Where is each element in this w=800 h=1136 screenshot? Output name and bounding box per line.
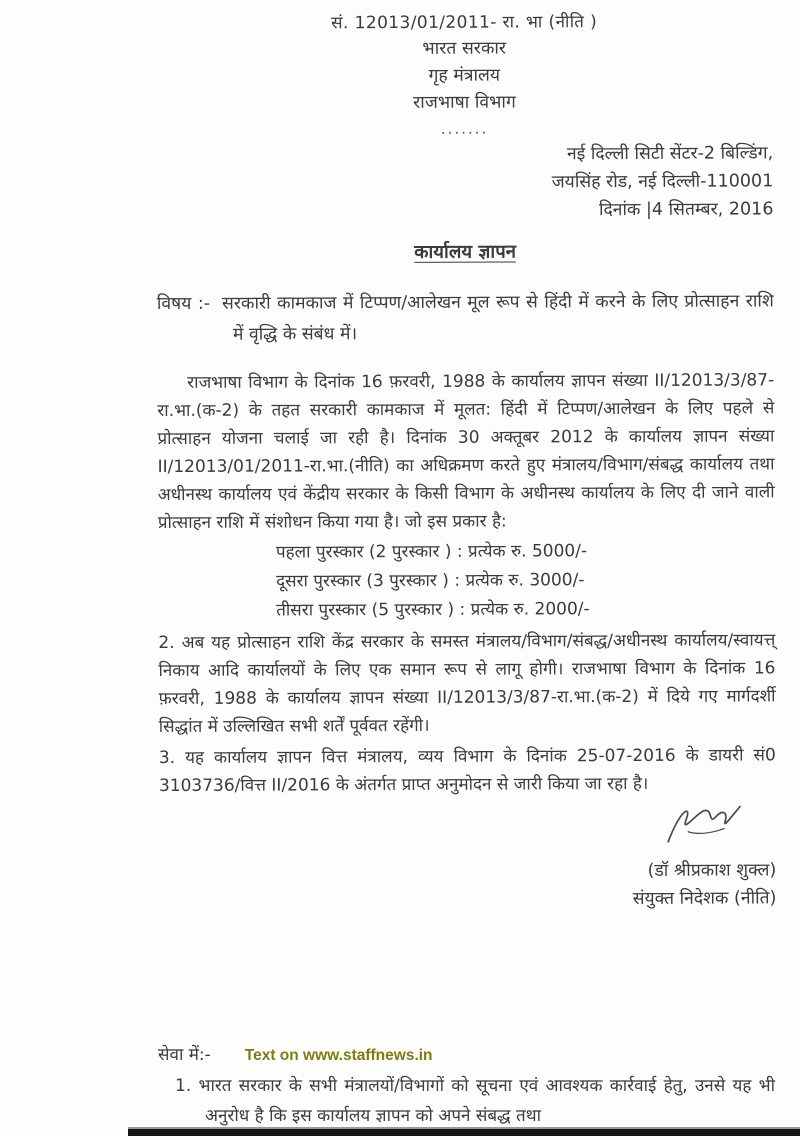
signature-scribble — [658, 801, 750, 856]
distribution-item-1: 1. भारत सरकार के सभी मंत्रालयों/विभागों को सूचना एवं आवश्यक कार्रवाई हेतु, उनसे यह भी अनुरोध है कि इस कार्यालय ज्ञापन को अपने संबद्ध तथा — [175, 1076, 775, 1126]
document-title: कार्यालय ज्ञापन — [414, 241, 516, 263]
paragraph-2: 2. अब यह प्रोत्साहन राशि केंद्र सरकार के समस्त मंत्रालय/विभाग/संबद्ध/अधीनस्थ कार्यालय/स्वायत्त् निकाय आदि कार्यालयों के लिए एक समान रूप से लागू होगी। राजभाषा विभाग के दिनांक 16 फ़रवरी, 1988 के कार्यालय ज्ञापन संख्या II/12013/3/87-रा.भा.(क-2) में दिये गए मार्गदर्शी सिद्धांत में उल्लिखित सभी शर्तें पूर्ववत रहेंगी। — [158, 630, 776, 738]
header-government: भारत सरकार — [422, 38, 507, 59]
address-line-building: नई दिल्ली सिटी सेंटर-2 बिल्डिंग, — [566, 143, 774, 165]
award-first-prize: पहला पुरस्कार (2 पुरस्कार ) : प्रत्येक रु. 5000/- — [275, 541, 588, 563]
subject-label: विषय :- — [156, 293, 211, 315]
header-department: राजभाषा विभाग — [413, 92, 516, 113]
signatory-designation: संयुक्त निदेशक (नीति) — [632, 888, 777, 909]
signatory-name: (डॉ श्रीप्रकाश शुक्ल) — [647, 860, 777, 881]
date-line: दिनांक |4 सितम्बर, 2016 — [598, 199, 774, 221]
footer-distribution — [158, 1042, 775, 1131]
address-line-city: जयसिंह रोड, नई दिल्ली-110001 — [551, 171, 774, 193]
award-third-prize: तीसरा पुरस्कार (5 पुरस्कार ) : प्रत्येक रु. 2000/- — [276, 599, 590, 621]
subject-line — [157, 286, 774, 351]
award-list — [276, 536, 775, 625]
salutation: सेवा में:- — [158, 1045, 211, 1065]
subject-text: सरकारी कामकाज में टिप्पण/आलेखन मूल रूप से हिंदी में करने के लिए प्रोत्साहन राशि में वृद्धि के संबंध में। — [221, 291, 774, 345]
reference-number: सं. 12013/01/2011- रा. भा (नीति ) — [331, 12, 598, 34]
watermark-text: Text on www.staffnews.in — [244, 1047, 433, 1064]
scan-edge-bar — [128, 1129, 800, 1136]
address-block — [156, 139, 773, 226]
header-dots: ....... — [440, 119, 489, 138]
salutation-row — [158, 1042, 775, 1065]
paragraph-1: राजभाषा विभाग के दिनांक 16 फ़रवरी, 1988 के कार्यालय ज्ञापन संख्या II/12013/3/87-रा.भा.(क-2) के तहत सरकारी कामकाज में मूलत: हिंदी में टिप्पण/आलेखन के लिए पहले से प्रोत्साहन योजना चलाई जा रही है। दिनांक 30 अक्तूबर 2012 के कार्यालय ज्ञापन संख्या II/12013/01/2011-रा.भा.(नीति) का अधिक्रमण करते हुए मंत्रालय/विभाग/संबद्ध कार्यालय तथा अधीनस्थ कार्यालय एवं केंद्रीय सरकार के किसी विभाग के अधीनस्थ कार्यालय के लिए दी जाने वाली प्रोत्साहन राशि में संशोधन किया गया है। जो इस प्रकार है: — [157, 370, 775, 534]
award-second-prize: दूसरा पुरस्कार (3 पुरस्कार ) : प्रत्येक रु. 3000/- — [276, 570, 585, 592]
paragraph-3: 3. यह कार्यालय ज्ञापन वित्त मंत्रालय, व्यय विभाग के दिनांक 25-07-2016 के डायरी सं0 3103736/वित्त II/2016 के अंतर्गत प्राप्त अनुमोदन से जारी किया जा रहा है। — [158, 745, 776, 797]
signature-block — [159, 801, 776, 915]
header-ministry: गृह मंत्रालय — [428, 65, 501, 86]
